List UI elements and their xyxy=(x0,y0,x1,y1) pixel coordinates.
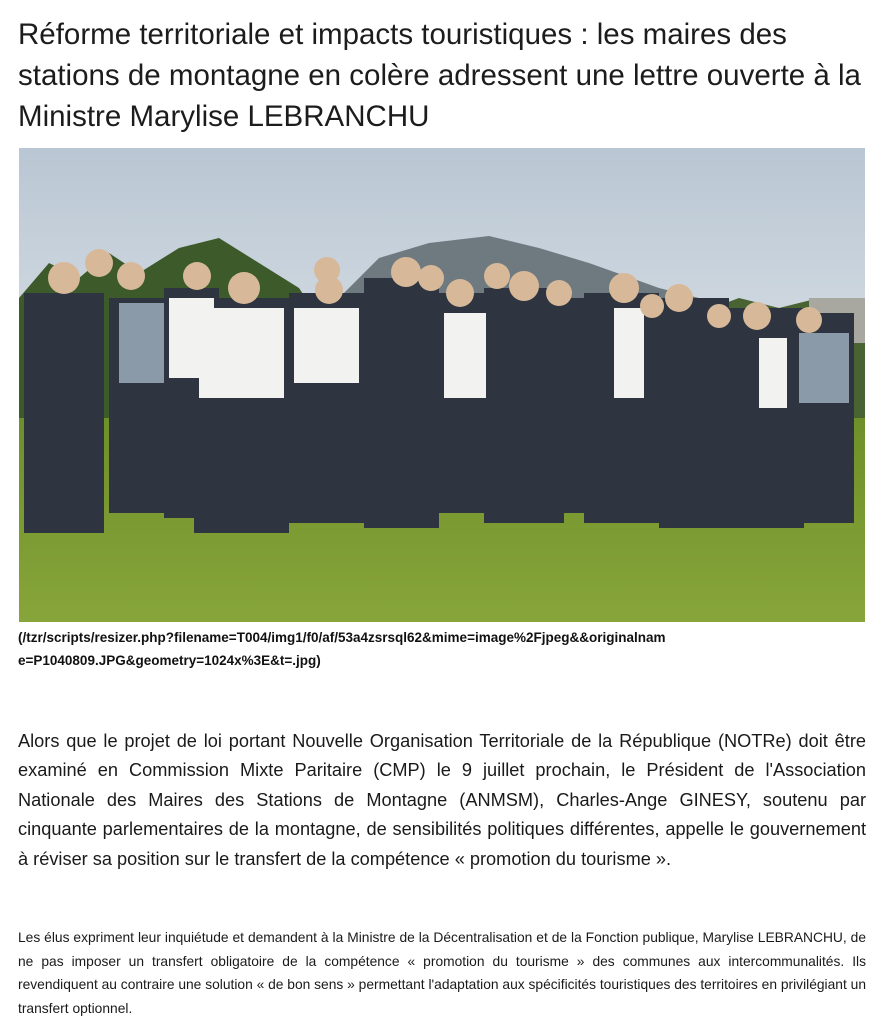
image-caption: (/tzr/scripts/resizer.php?filename=T004/img1/f0/af/53a4zsrsql62&mime=image%2Fjpeg&&originalname=P1040809.JPG&geometry=1024x%3E&t=.jpg) xyxy=(18,630,666,668)
lead-paragraph: Alors que le projet de loi portant Nouvelle Organisation Territoriale de la République (NOTRe) doit être examiné en Commission Mixte Paritaire (CMP) le 9 juillet prochain, le Président de l'Association Nationale des Maires des Stations de Montagne (ANMSM), Charles-Ange GINESY, soutenu par cinquante parlementaires de la montagne, de sensibilités politiques différentes, appelle le gouvernement à réviser sa position sur le transfert de la compétence « promotion du tourisme ». xyxy=(18,731,866,869)
body-paragraph: Les élus expriment leur inquiétude et demandent à la Ministre de la Décentralisation et de la Fonction publique, Marylise LEBRANCHU, de ne pas imposer un transfert obligatoire de la compétence « promotion du tourisme » des communes aux intercommunalités. Ils revendiquent au contraire une solution « de bon sens » permettant l'adaptation aux spécificités touristiques des territoires en privilégiant un transfert optionnel. xyxy=(18,930,866,1016)
article-title: Réforme territoriale et impacts touristiques : les maires des stations de montagne en colère adressent une lettre ouverte à la Ministre Marylise LEBRANCHU xyxy=(18,18,861,133)
group-photo-illustration xyxy=(19,148,865,622)
group-photo xyxy=(19,148,865,622)
